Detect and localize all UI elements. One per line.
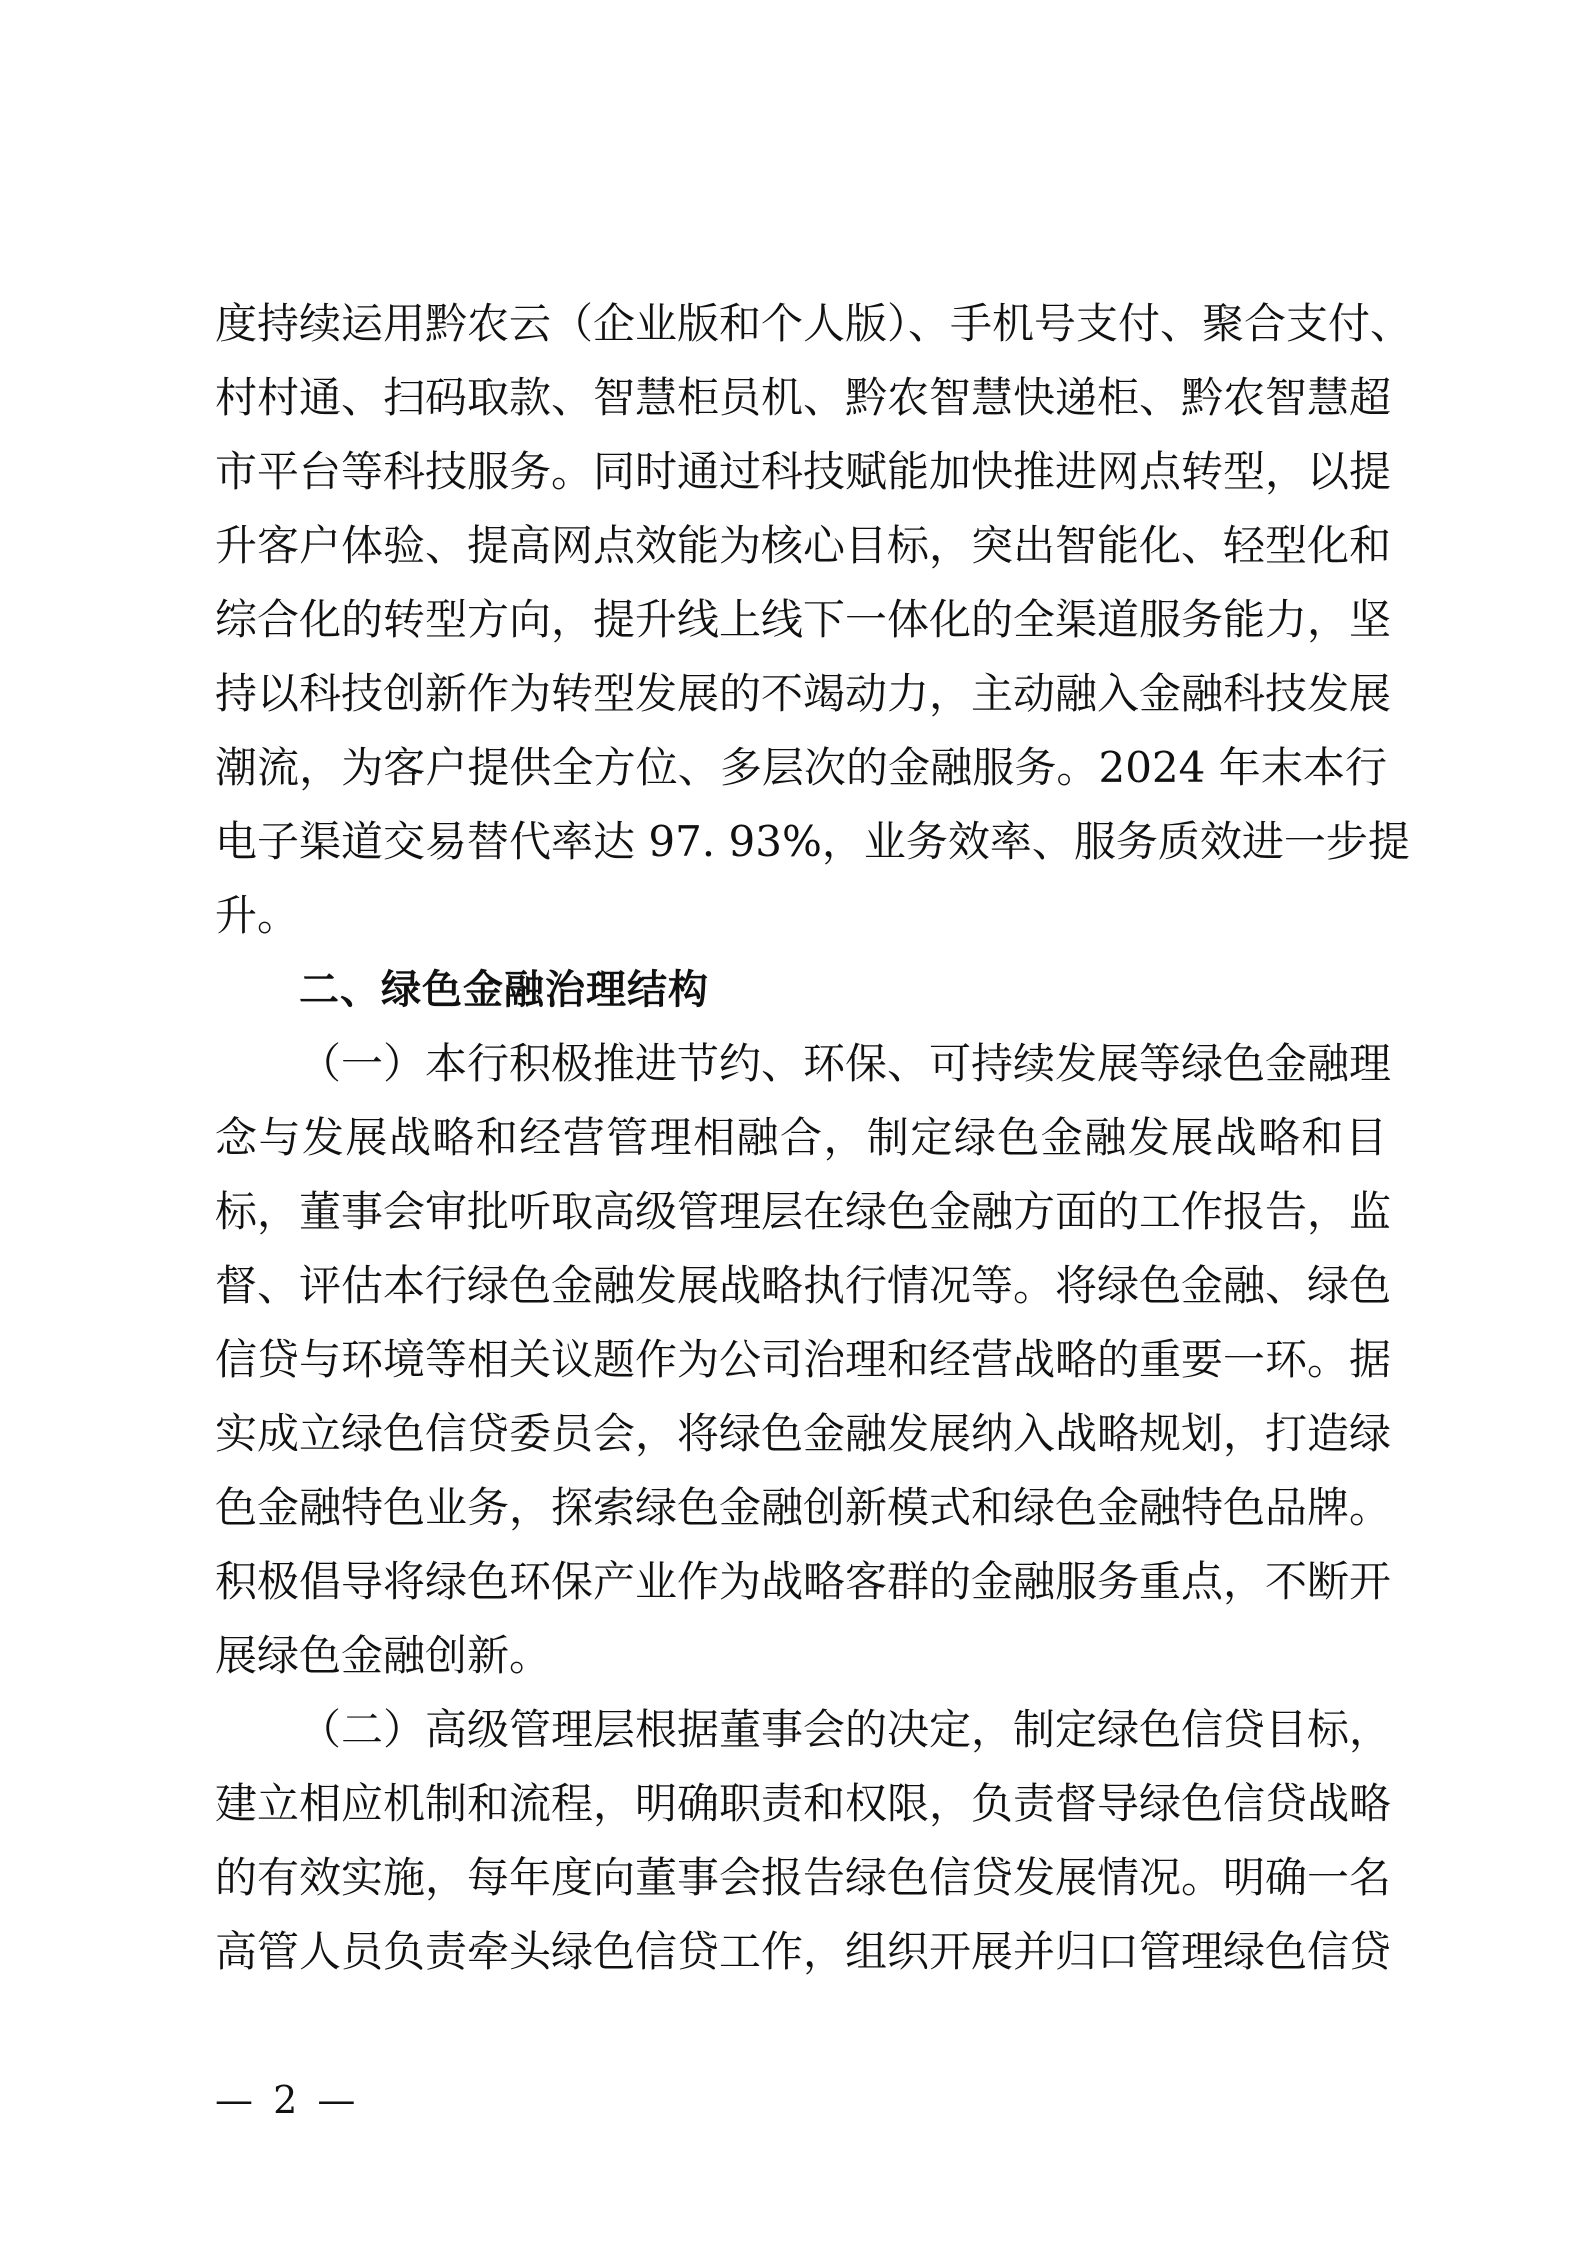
text-line: 色金融特色业务，探索绿色金融创新模式和绿色金融特色品牌。	[215, 1483, 1392, 1532]
text-line: 标，董事会审批听取高级管理层在绿色金融方面的工作报告，监	[215, 1187, 1392, 1236]
paragraph-1	[215, 287, 1413, 953]
paragraph-2	[215, 1027, 1392, 1693]
text-line: 电子渠道交易替代率达 97. 93%，业务效率、服务质效进一步提	[215, 817, 1410, 866]
text-line: 市平台等科技服务。同时通过科技赋能加快推进网点转型，以提	[215, 447, 1392, 496]
section-heading	[215, 953, 1387, 1027]
text-line: 建立相应机制和流程，明确职责和权限，负责督导绿色信贷战略	[215, 1779, 1392, 1828]
document-body	[215, 287, 1413, 1989]
text-line: 的有效实施，每年度向董事会报告绿色信贷发展情况。明确一名	[215, 1853, 1392, 1902]
text-line: 督、评估本行绿色金融发展战略执行情况等。将绿色金融、绿色	[215, 1261, 1392, 1310]
text-line: 升客户体验、提高网点效能为核心目标，突出智能化、轻型化和	[215, 521, 1392, 570]
page-number: — 2 —	[215, 2078, 360, 2122]
text-line: 实成立绿色信贷委员会，将绿色金融发展纳入战略规划，打造绿	[215, 1409, 1392, 1458]
heading-text: 二、绿色金融治理结构	[299, 967, 709, 1013]
text-line: 综合化的转型方向，提升线上线下一体化的全渠道服务能力，坚	[215, 595, 1392, 644]
text-line: 升。	[215, 891, 300, 940]
text-line: 潮流，为客户提供全方位、多层次的金融服务。2024 年末本行	[215, 743, 1387, 792]
text-line: 信贷与环境等相关议题作为公司治理和经营战略的重要一环。据	[215, 1335, 1392, 1384]
text-line: 度持续运用黔农云（企业版和个人版）、手机号支付、聚合支付、	[215, 299, 1413, 348]
text-line: （二）高级管理层根据董事会的决定，制定绿色信贷目标，	[299, 1705, 1392, 1754]
paragraph-3	[215, 1693, 1392, 1989]
text-line: 持以科技创新作为转型发展的不竭动力，主动融入金融科技发展	[215, 669, 1392, 718]
text-line: 村村通、扫码取款、智慧柜员机、黔农智慧快递柜、黔农智慧超	[215, 373, 1392, 422]
text-line: （一）本行积极推进节约、环保、可持续发展等绿色金融理	[299, 1039, 1392, 1088]
text-line: 高管人员负责牵头绿色信贷工作，组织开展并归口管理绿色信贷	[215, 1927, 1392, 1976]
text-line: 展绿色金融创新。	[215, 1631, 552, 1680]
text-line: 积极倡导将绿色环保产业作为战略客群的金融服务重点，不断开	[215, 1557, 1392, 1606]
text-line: 念与发展战略和经营管理相融合，制定绿色金融发展战略和目	[215, 1113, 1387, 1162]
